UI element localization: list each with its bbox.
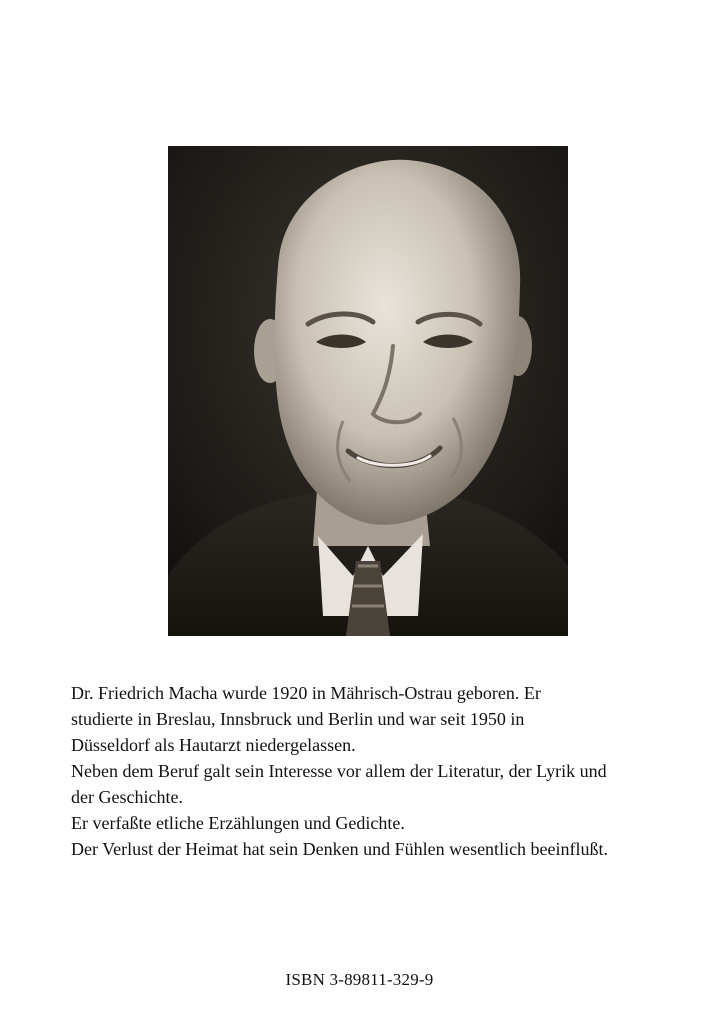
- portrait-photo-icon: [168, 146, 568, 636]
- bio-line: der Geschichte.: [71, 787, 183, 807]
- bio-line: Düsseldorf als Hautarzt niedergelassen.: [71, 735, 356, 755]
- bio-line: Er verfaßte etliche Erzählungen und Gedichte.: [71, 813, 405, 833]
- bio-line: studierte in Breslau, Innsbruck und Berlin und war seit 1950 in: [71, 709, 525, 729]
- bio-line: Dr. Friedrich Macha wurde 1920 in Mährisch-Ostrau geboren. Er: [71, 683, 541, 703]
- author-biography: [71, 680, 671, 862]
- bio-line: Neben dem Beruf galt sein Interesse vor allem der Literatur, der Lyrik und: [71, 761, 607, 781]
- bio-line: Der Verlust der Heimat hat sein Denken und Fühlen wesentlich beeinflußt.: [71, 839, 609, 859]
- isbn-number: ISBN 3-89811-329-9: [285, 970, 434, 989]
- author-portrait: [168, 146, 568, 636]
